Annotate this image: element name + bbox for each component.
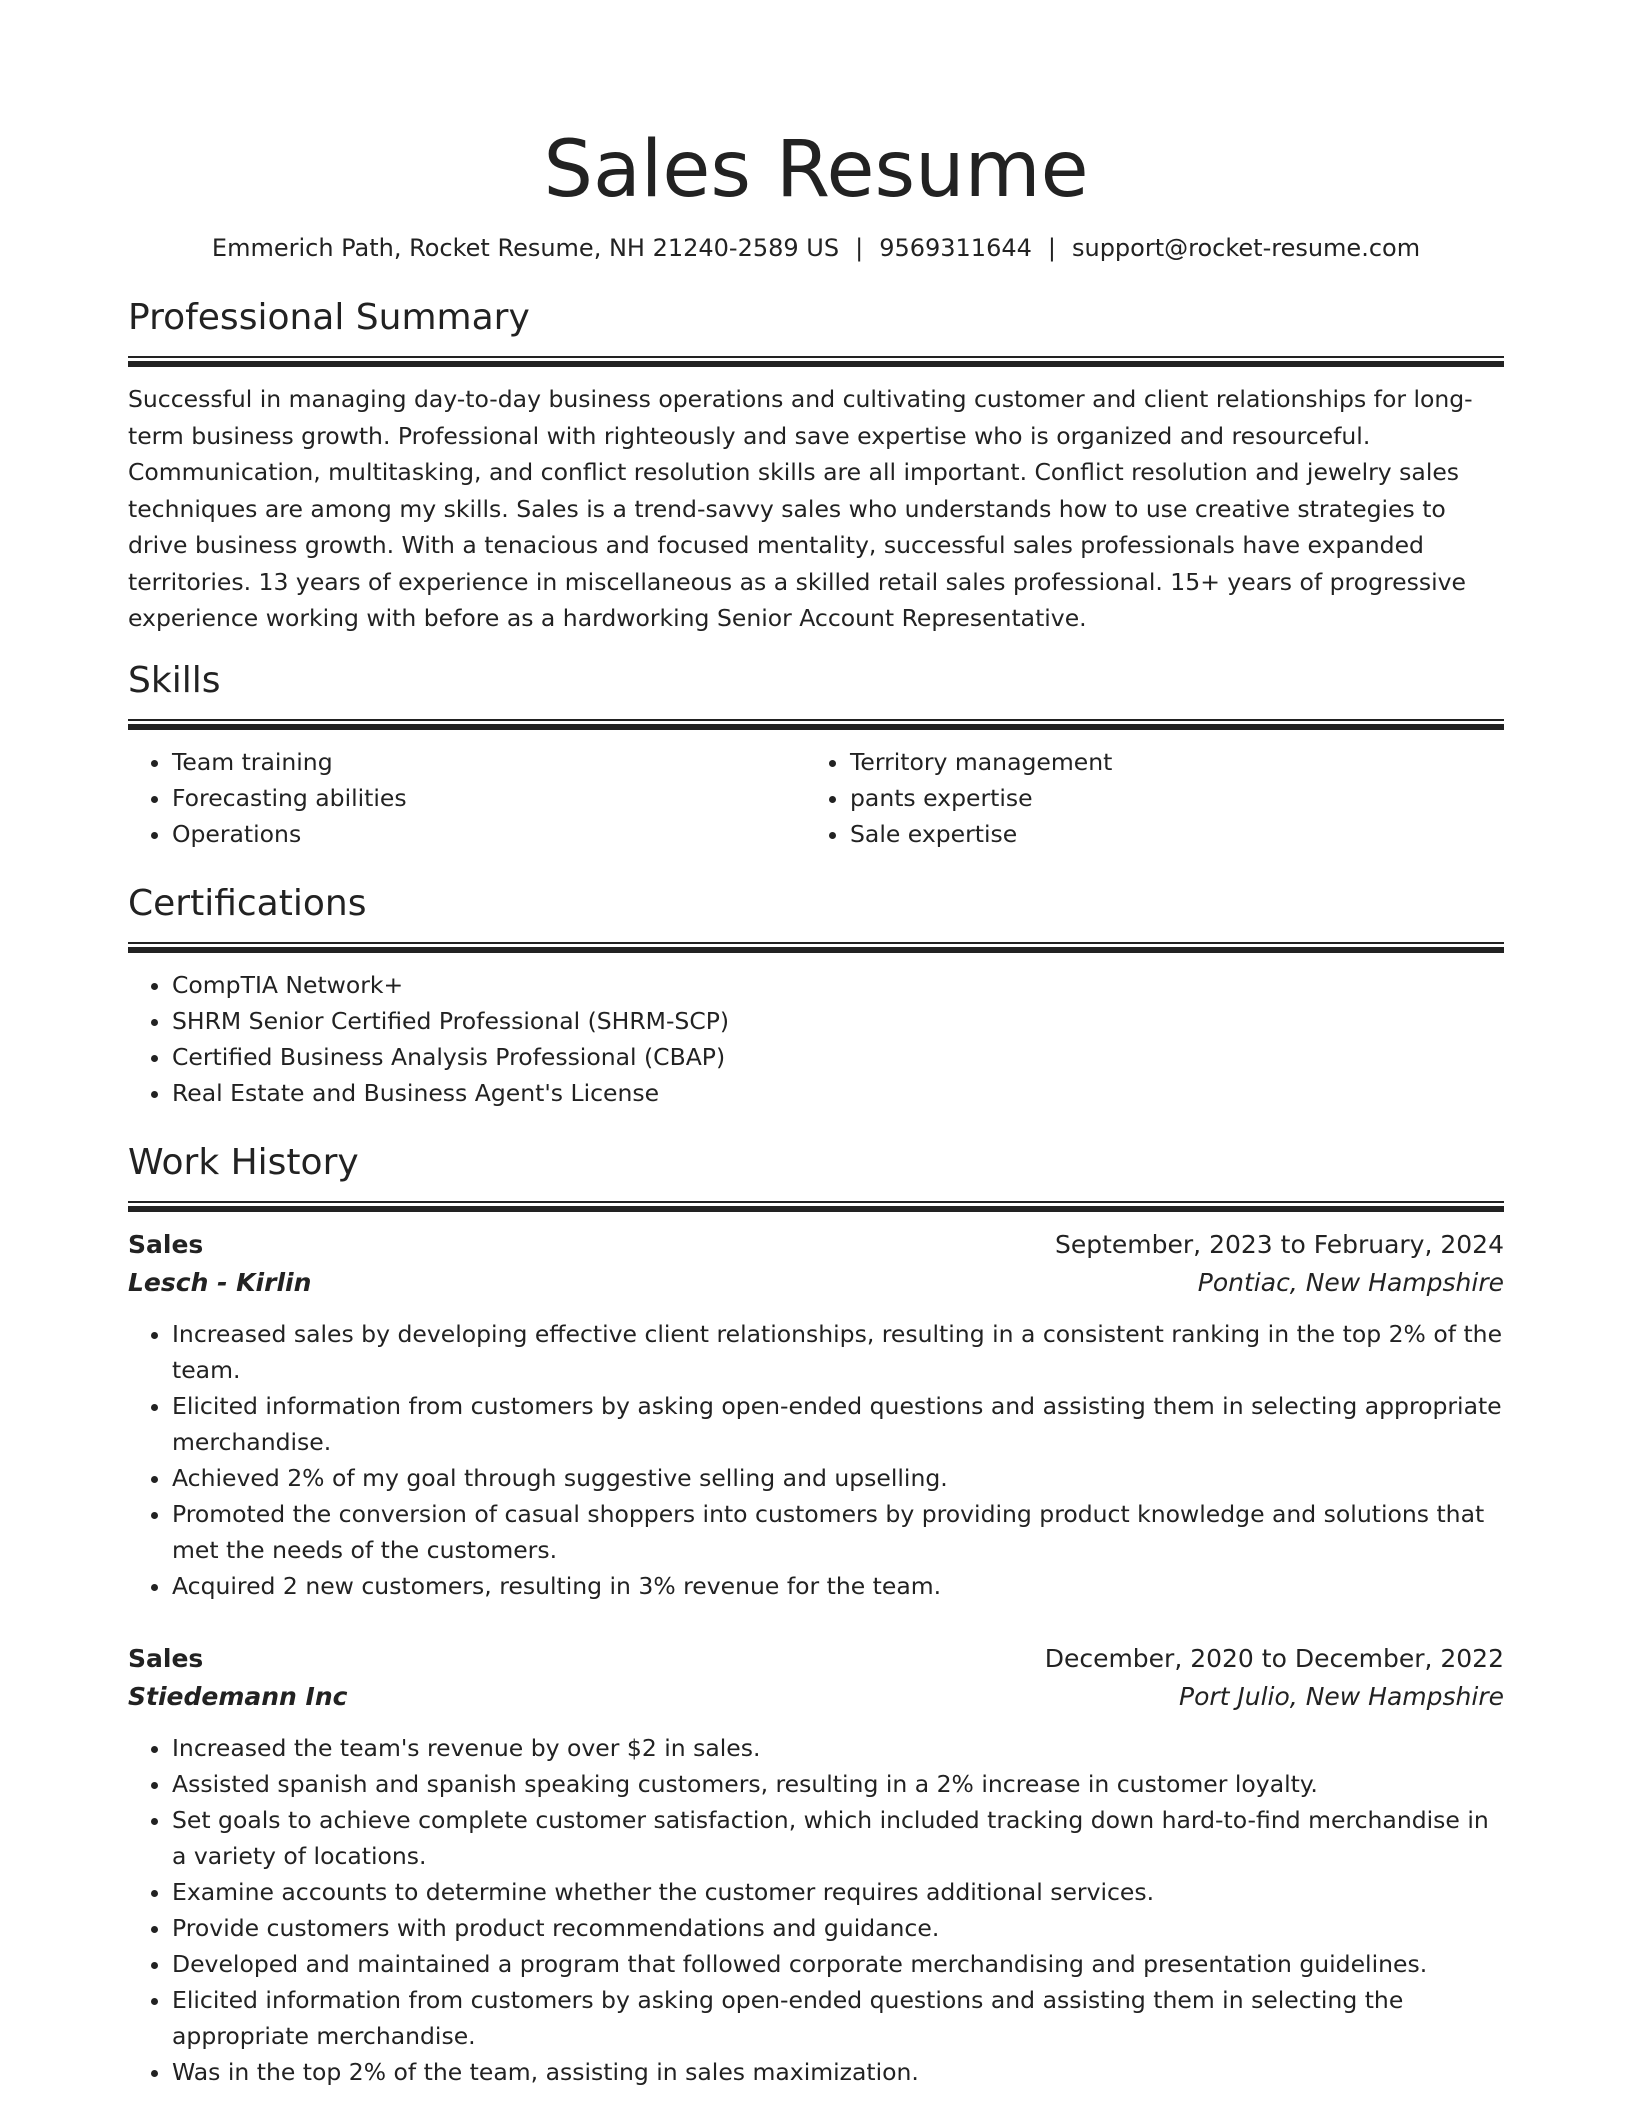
job-subheader xyxy=(128,1678,1504,1716)
skills-column-left xyxy=(128,744,806,852)
certification-item: • Real Estate and Business Agent's License xyxy=(172,1075,1504,1111)
skill-item: • pants expertise xyxy=(850,780,1484,816)
certification-item: • CompTIA Network+ xyxy=(172,967,1504,1003)
certifications-section xyxy=(128,880,1504,1111)
contact-email[interactable]: support@rocket-resume.com xyxy=(1071,234,1421,262)
contact-line xyxy=(128,230,1504,266)
section-divider xyxy=(128,1201,1504,1212)
job-bullet: • Was in the top 2% of the team, assisting in sales maximization. xyxy=(172,2054,1504,2090)
skill-item: • Operations xyxy=(172,816,806,852)
summary-text: Successful in managing day-to-day business operations and cultivating customer and client relationships for long-term business growth. Professional with righteously and save expertise who is organized and resourceful. Communication, multitasking, and conflict resolution skills are all important. Conflict resolution and jewelry sales techniques are among my skills. Sales is a trend-savvy sales who understands how to use creative strategies to drive business growth. With a tenacious and focused mentality, successful sales professionals have expanded territories. 13 years of experience in miscellaneous as a skilled retail sales professional. 15+ years of progressive experience working with before as a hardworking Senior Account Representative. xyxy=(128,385,1473,632)
skill-item: • Sale expertise xyxy=(850,816,1484,852)
job-header xyxy=(128,1226,1504,1264)
contact-phone: 9569311644 xyxy=(879,234,1032,262)
job-bullet: • Increased sales by developing effective client relationships, resulting in a consistent ranking in the top 2% of the team. xyxy=(172,1316,1504,1388)
job-title: Sales xyxy=(128,1229,204,1259)
skills-column-right xyxy=(806,744,1484,852)
job-header xyxy=(128,1640,1504,1678)
job-subheader xyxy=(128,1264,1504,1302)
skill-item: • Territory management xyxy=(850,744,1484,780)
job-dates: September, 2023 to February, 2024 xyxy=(1055,1229,1504,1259)
section-divider xyxy=(128,942,1504,953)
job-location: Port Julio, New Hampshire xyxy=(1179,1681,1504,1711)
job-bullet: • Provide customers with product recommendations and guidance. xyxy=(172,1910,1504,1946)
section-divider xyxy=(128,719,1504,730)
resume-title: Sales Resume xyxy=(543,125,1089,215)
job-entry xyxy=(128,1640,1504,2090)
certifications-list xyxy=(128,967,1504,1111)
skills-heading: Skills xyxy=(128,659,221,701)
job-dates: December, 2020 to December, 2022 xyxy=(1044,1643,1504,1673)
contact-address: Emmerich Path, Rocket Resume, NH 21240-2589 US xyxy=(211,234,840,262)
job-bullet: • Examine accounts to determine whether the customer requires additional services. xyxy=(172,1874,1504,1910)
job-bullets xyxy=(128,1316,1504,1604)
contact-separator: | xyxy=(855,234,864,262)
certification-item: • Certified Business Analysis Professional (CBAP) xyxy=(172,1039,1504,1075)
job-entry xyxy=(128,1226,1504,1604)
skills-columns xyxy=(128,744,1504,852)
skill-item: • Team training xyxy=(172,744,806,780)
job-company: Stiedemann Inc xyxy=(128,1681,348,1711)
skill-item: • Forecasting abilities xyxy=(172,780,806,816)
job-title: Sales xyxy=(128,1643,204,1673)
job-bullet: • Set goals to achieve complete customer satisfaction, which included tracking down hard-to-find merchandise in a variety of locations. xyxy=(172,1802,1504,1874)
job-bullet: • Assisted spanish and spanish speaking customers, resulting in a 2% increase in customer loyalty. xyxy=(172,1766,1504,1802)
job-company: Lesch - Kirlin xyxy=(128,1267,312,1297)
summary-section xyxy=(128,294,1504,637)
skills-section xyxy=(128,657,1504,852)
job-bullet: • Elicited information from customers by asking open-ended questions and assisting them in selecting appropriate merchandise. xyxy=(172,1388,1504,1460)
work-history-section xyxy=(128,1139,1504,2090)
resume-page xyxy=(128,0,1504,2090)
summary-heading: Professional Summary xyxy=(128,297,530,338)
job-bullet: • Acquired 2 new customers, resulting in 3% revenue for the team. xyxy=(172,1568,1504,1604)
job-location: Pontiac, New Hampshire xyxy=(1197,1267,1504,1297)
job-bullet: • Achieved 2% of my goal through suggestive selling and upselling. xyxy=(172,1460,1504,1496)
section-divider xyxy=(128,356,1504,367)
work-history-heading: Work History xyxy=(128,1141,359,1183)
contact-separator: | xyxy=(1047,234,1056,262)
job-bullet: • Promoted the conversion of casual shoppers into customers by providing product knowledge and solutions that met the needs of the customers. xyxy=(172,1496,1504,1568)
job-bullet: • Developed and maintained a program that followed corporate merchandising and presentation guidelines. xyxy=(172,1946,1504,1982)
certification-item: • SHRM Senior Certified Professional (SHRM-SCP) xyxy=(172,1003,1504,1039)
job-bullet: • Elicited information from customers by asking open-ended questions and assisting them in selecting the appropriate merchandise. xyxy=(172,1982,1504,2054)
certifications-heading: Certifications xyxy=(128,882,367,924)
job-bullet: • Increased the team's revenue by over $2 in sales. xyxy=(172,1730,1504,1766)
job-bullets xyxy=(128,1730,1504,2090)
